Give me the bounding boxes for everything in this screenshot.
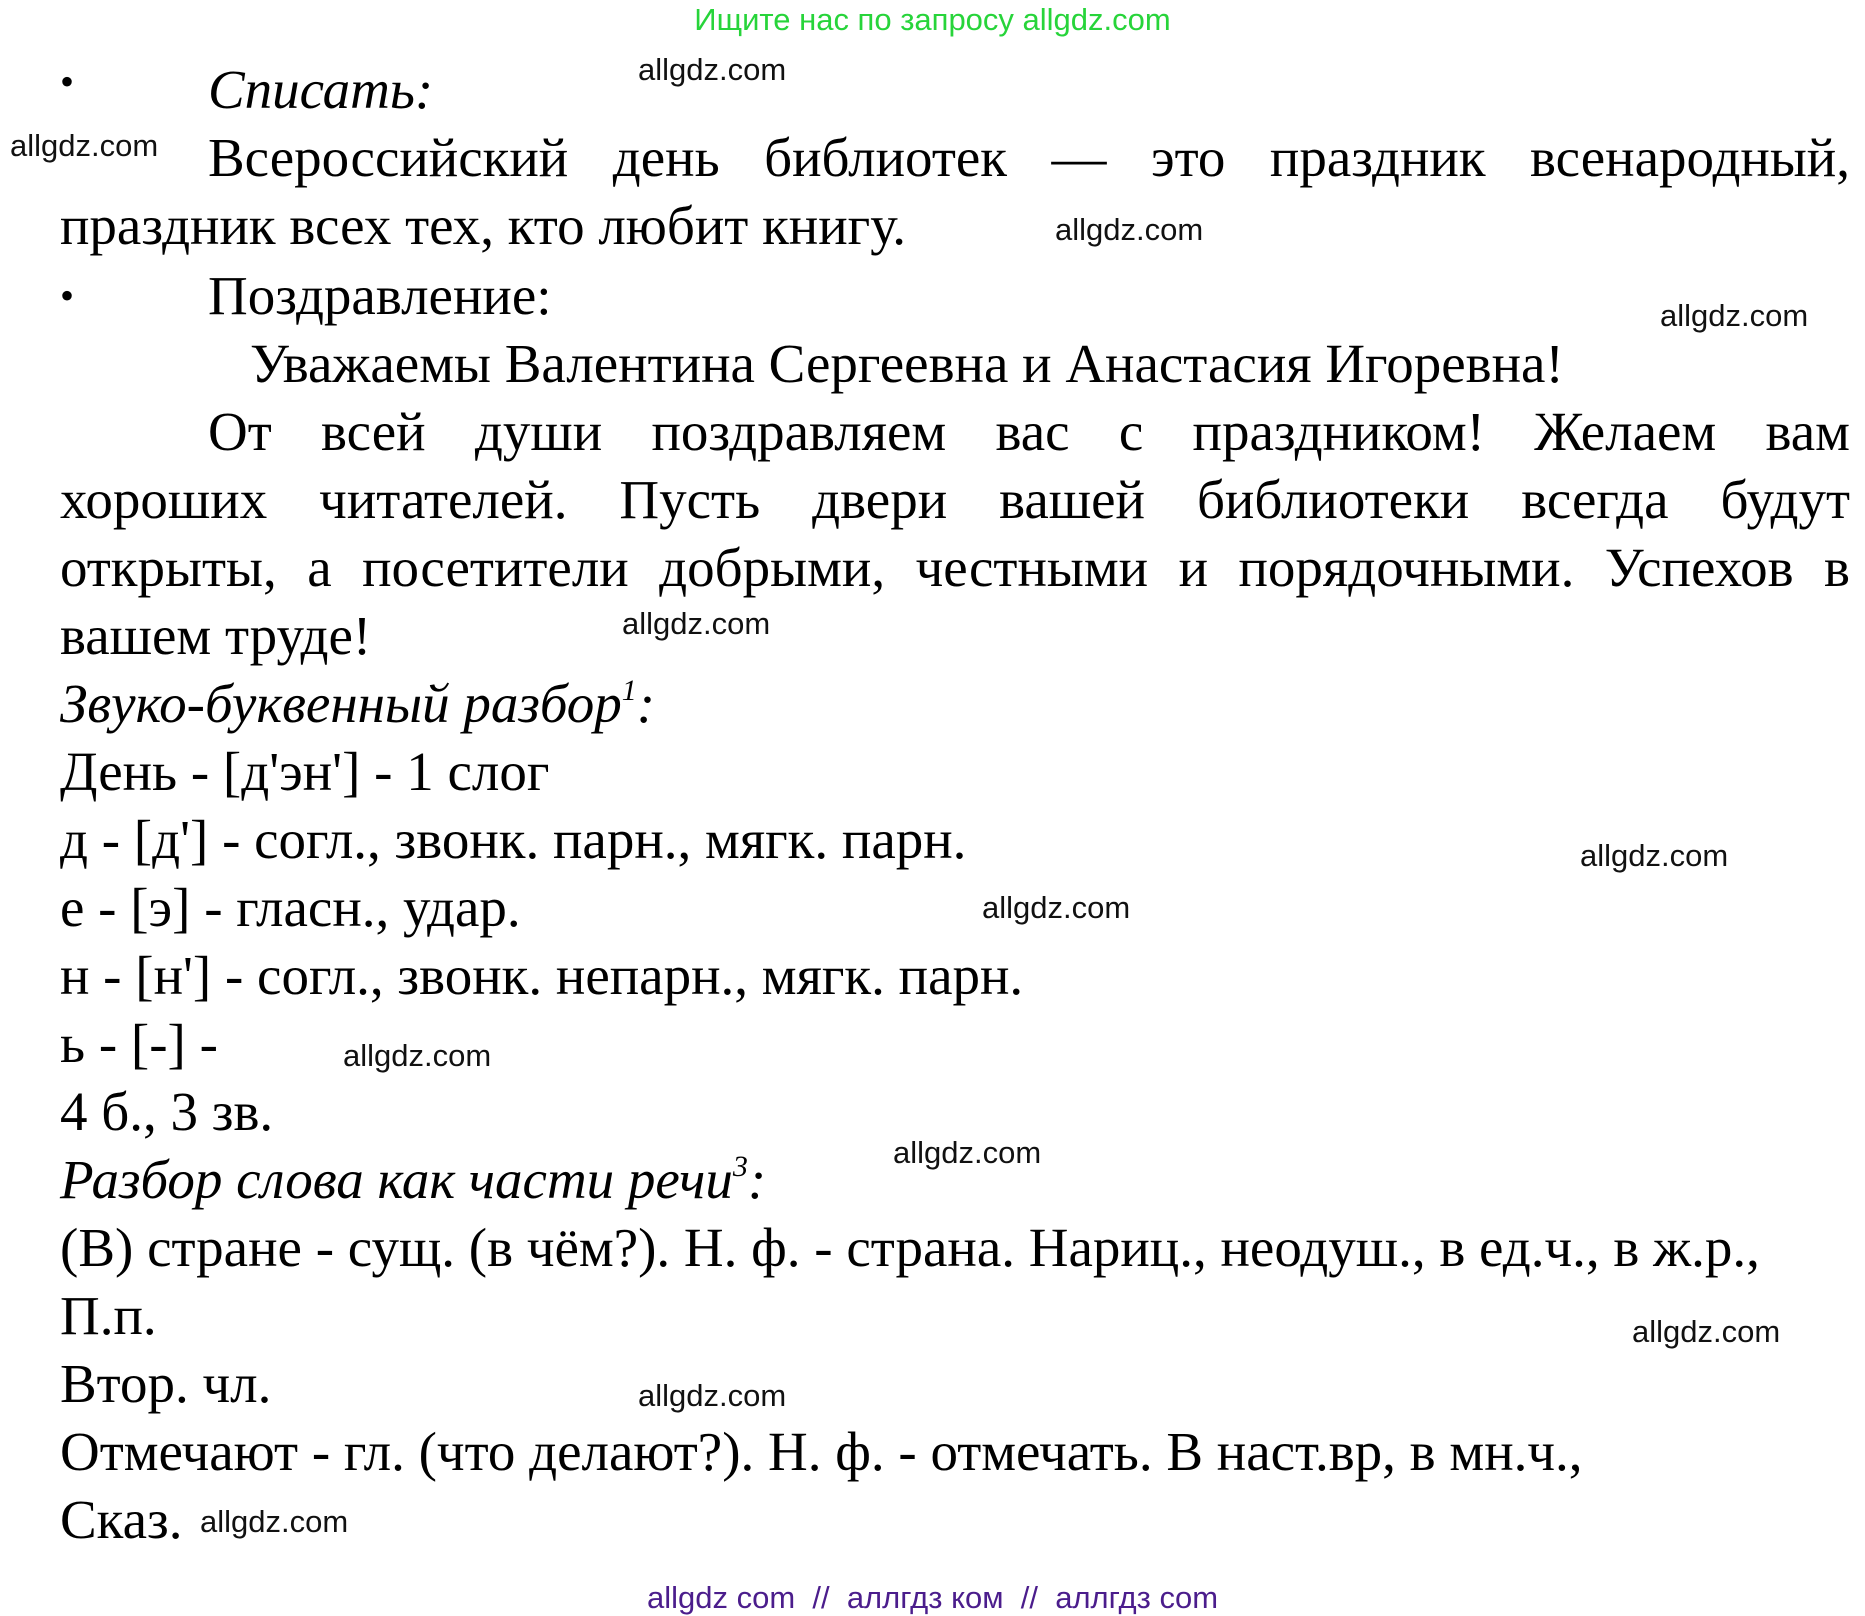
morph-heading-text: Разбор слова как части речи [60, 1149, 733, 1210]
phonetic-line: е - [э] - гласн., удар. [60, 877, 521, 938]
watermark: allgdz.com [10, 128, 159, 163]
morph-line: (В) стране - сущ. (в чём?). Н. ф. - страна. Нариц., неодуш., в ед.ч., в ж.р., [60, 1217, 1760, 1278]
watermark: allgdz.com [893, 1135, 1042, 1170]
phonetic-line: ь - [-] - [60, 1013, 218, 1074]
morph-heading [60, 1146, 766, 1214]
bullet-copy: • [60, 59, 75, 104]
morph-line: Отмечают - гл. (что делают?). Н. ф. - отмечать. В наст.вр, в мн.ч., [60, 1421, 1583, 1482]
watermark: allgdz.com [1055, 212, 1204, 247]
congrats-label: Поздравление: [208, 265, 552, 326]
footer-watermark: allgdz com // аллгдз ком // аллгдз com [646, 1580, 1219, 1615]
congrats-line-1: От всей души поздравляем вас с праздником! Желаем вам [208, 401, 1850, 462]
watermark: allgdz.com [1580, 838, 1729, 873]
congrats-line-4: вашем труде! [60, 605, 372, 666]
search-banner: Ищите нас по запросу allgdz.com [694, 2, 1171, 37]
copy-line-1: Всероссийский день библиотек — это праздник всенародный, [208, 127, 1850, 188]
watermark: allgdz.com [1632, 1314, 1781, 1349]
watermark: allgdz.com [622, 606, 771, 641]
watermark: allgdz.com [638, 1378, 787, 1413]
watermark: allgdz.com [200, 1504, 349, 1539]
watermark: allgdz.com [1660, 298, 1809, 333]
phonetic-heading-text: Звуко-буквенный разбор [60, 673, 622, 734]
morph-line: П.п. [60, 1285, 157, 1346]
congrats-line-3: открыты, а посетители добрыми, честными и порядочными. Успехов в [60, 537, 1850, 598]
morph-line: Сказ. [60, 1489, 183, 1550]
congrats-greeting: Уважаемы Валентина Сергеевна и Анастасия Игоревна! [250, 333, 1564, 394]
morph-line: Втор. чл. [60, 1353, 272, 1414]
phonetic-line: День - [д'эн'] - 1 слог [60, 741, 550, 802]
phonetic-line: 4 б., 3 зв. [60, 1081, 274, 1142]
copy-line-2: праздник всех тех, кто любит книгу. [60, 195, 906, 256]
bullet-congrats: • [60, 273, 75, 318]
phonetic-heading-colon: : [636, 673, 656, 734]
congrats-line-2: хороших читателей. Пусть двери вашей библиотеки всегда будут [60, 469, 1850, 530]
morph-heading-colon: : [747, 1149, 767, 1210]
phonetic-line: д - [д'] - согл., звонк. парн., мягк. парн. [60, 809, 967, 870]
watermark: allgdz.com [982, 890, 1131, 925]
morph-heading-footnote: 3 [732, 1150, 748, 1183]
copy-label: Списать: [208, 59, 434, 120]
phonetic-line: н - [н'] - согл., звонк. непарн., мягк. парн. [60, 945, 1024, 1006]
phonetic-heading-footnote: 1 [621, 674, 637, 707]
phonetic-heading [60, 670, 655, 738]
watermark: allgdz.com [638, 52, 787, 87]
watermark: allgdz.com [343, 1038, 492, 1073]
